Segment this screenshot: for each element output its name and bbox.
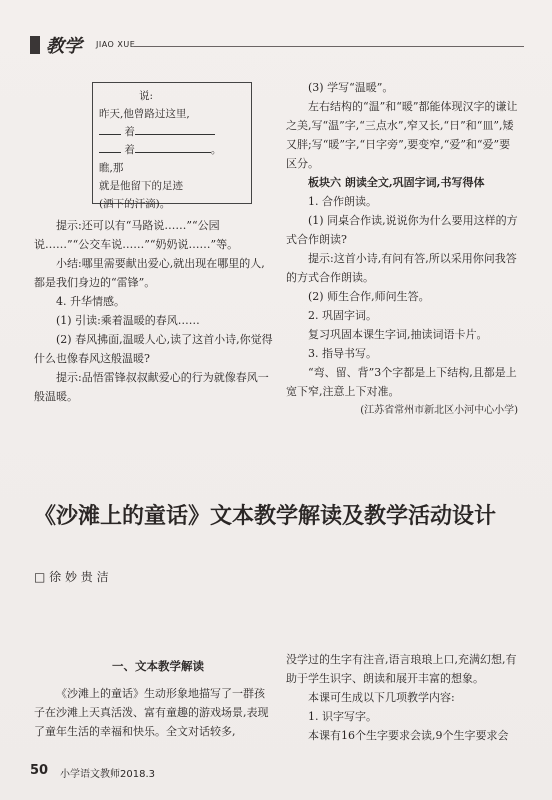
poem-line: 着 。	[99, 141, 245, 159]
paragraph: 本课可生成以下几项教学内容:	[308, 691, 455, 704]
poem-line: (洒下的汗滴)。	[99, 198, 171, 210]
right-column	[286, 78, 518, 420]
article-title: 《沙滩上的童话》文本教学解读及教学活动设计	[34, 503, 497, 529]
paragraph: 复习巩固本课生字词,抽读词语卡片。	[308, 328, 488, 341]
paragraph: (1) 引读:乘着温暖的春风……	[56, 314, 200, 327]
magazine-name: 小学语文教师2018.3	[60, 769, 155, 780]
paragraph: 提示:品悟雷锋叔叔献爱心的行为就像春风一般温暖。	[34, 371, 269, 403]
paragraph: 本课有16个生字要求会读,9个生字要求会	[308, 729, 509, 742]
section-heading: 板块六 朗读全文,巩固字词,书写得体	[308, 176, 485, 189]
page-number: 50	[30, 763, 49, 778]
poem-line: 就是他留下的足迹	[99, 180, 183, 192]
paragraph: 3. 指导书写。	[308, 347, 377, 360]
header-title: 教学	[46, 36, 82, 57]
paragraph: 1. 识字写字。	[308, 710, 377, 723]
paragraph: 《沙滩上的童话》生动形象地描写了一群孩子在沙滩上天真活泼、富有童趣的游戏场景,表现了童年生活的幸福和快乐。全文对话较多,	[34, 687, 269, 738]
paragraph: “弯、留、背”3个字都是上下结构,且都是上宽下窄,注意上下对准。	[286, 366, 517, 398]
header-english: JIAO XUE	[96, 40, 136, 49]
paragraph: 2. 巩固字词。	[308, 309, 377, 322]
header-rule	[134, 46, 524, 47]
header-bar	[30, 36, 40, 54]
paragraph: (2) 师生合作,师问生答。	[308, 290, 430, 303]
poem-line: 着	[99, 123, 245, 141]
author-affiliation: (江苏省常州市新北区小河中心小学)	[360, 405, 518, 416]
paragraph: 4. 升华情感。	[56, 295, 125, 308]
paragraph: 提示:这首小诗,有问有答,所以采用你问我答的方式合作朗读。	[286, 252, 517, 284]
paragraph: 提示:还可以有“马路说……”“公园说……”“公交车说……”“奶奶说……”等。	[34, 219, 239, 251]
paragraph: (2) 春风拂面,温暖人心,读了这首小诗,你觉得什么也像春风这般温暖?	[34, 333, 273, 365]
poem-box	[92, 82, 252, 210]
poem-line: 瞧,那	[99, 162, 124, 174]
poem-line: 昨天,他曾路过这里,	[99, 108, 190, 120]
article-author: □ 徐 妙 贵 洁	[34, 570, 109, 584]
left-column	[34, 216, 274, 406]
poem-line: 说:	[139, 90, 154, 102]
article-right-column	[286, 650, 518, 745]
paragraph: (3) 学写“温暖”。	[308, 81, 394, 94]
paragraph: 左右结构的“温”和“暖”都能体现汉字的谦让之美,写“温”字,“三点水”,窄又长,“日”和“皿”,矮又胖;写“暖”字,“日字旁”,要变窄,“爱”和“爱”要区分。	[286, 100, 518, 170]
article-left-column	[34, 684, 274, 741]
page-footer	[30, 763, 270, 783]
paragraph: 1. 合作朗读。	[308, 195, 377, 208]
paragraph: 小结:哪里需要献出爱心,就出现在哪里的人,都是我们身边的“雷锋”。	[34, 257, 265, 289]
paragraph: (1) 同桌合作读,说说你为什么要用这样的方式合作朗读?	[286, 214, 518, 246]
paragraph: 没学过的生字有注音,语言琅琅上口,充满幻想,有助于学生识字、朗读和展开丰富的想象。	[286, 653, 517, 685]
page-header	[30, 32, 520, 60]
section-heading: 一、文本教学解读	[112, 659, 204, 673]
